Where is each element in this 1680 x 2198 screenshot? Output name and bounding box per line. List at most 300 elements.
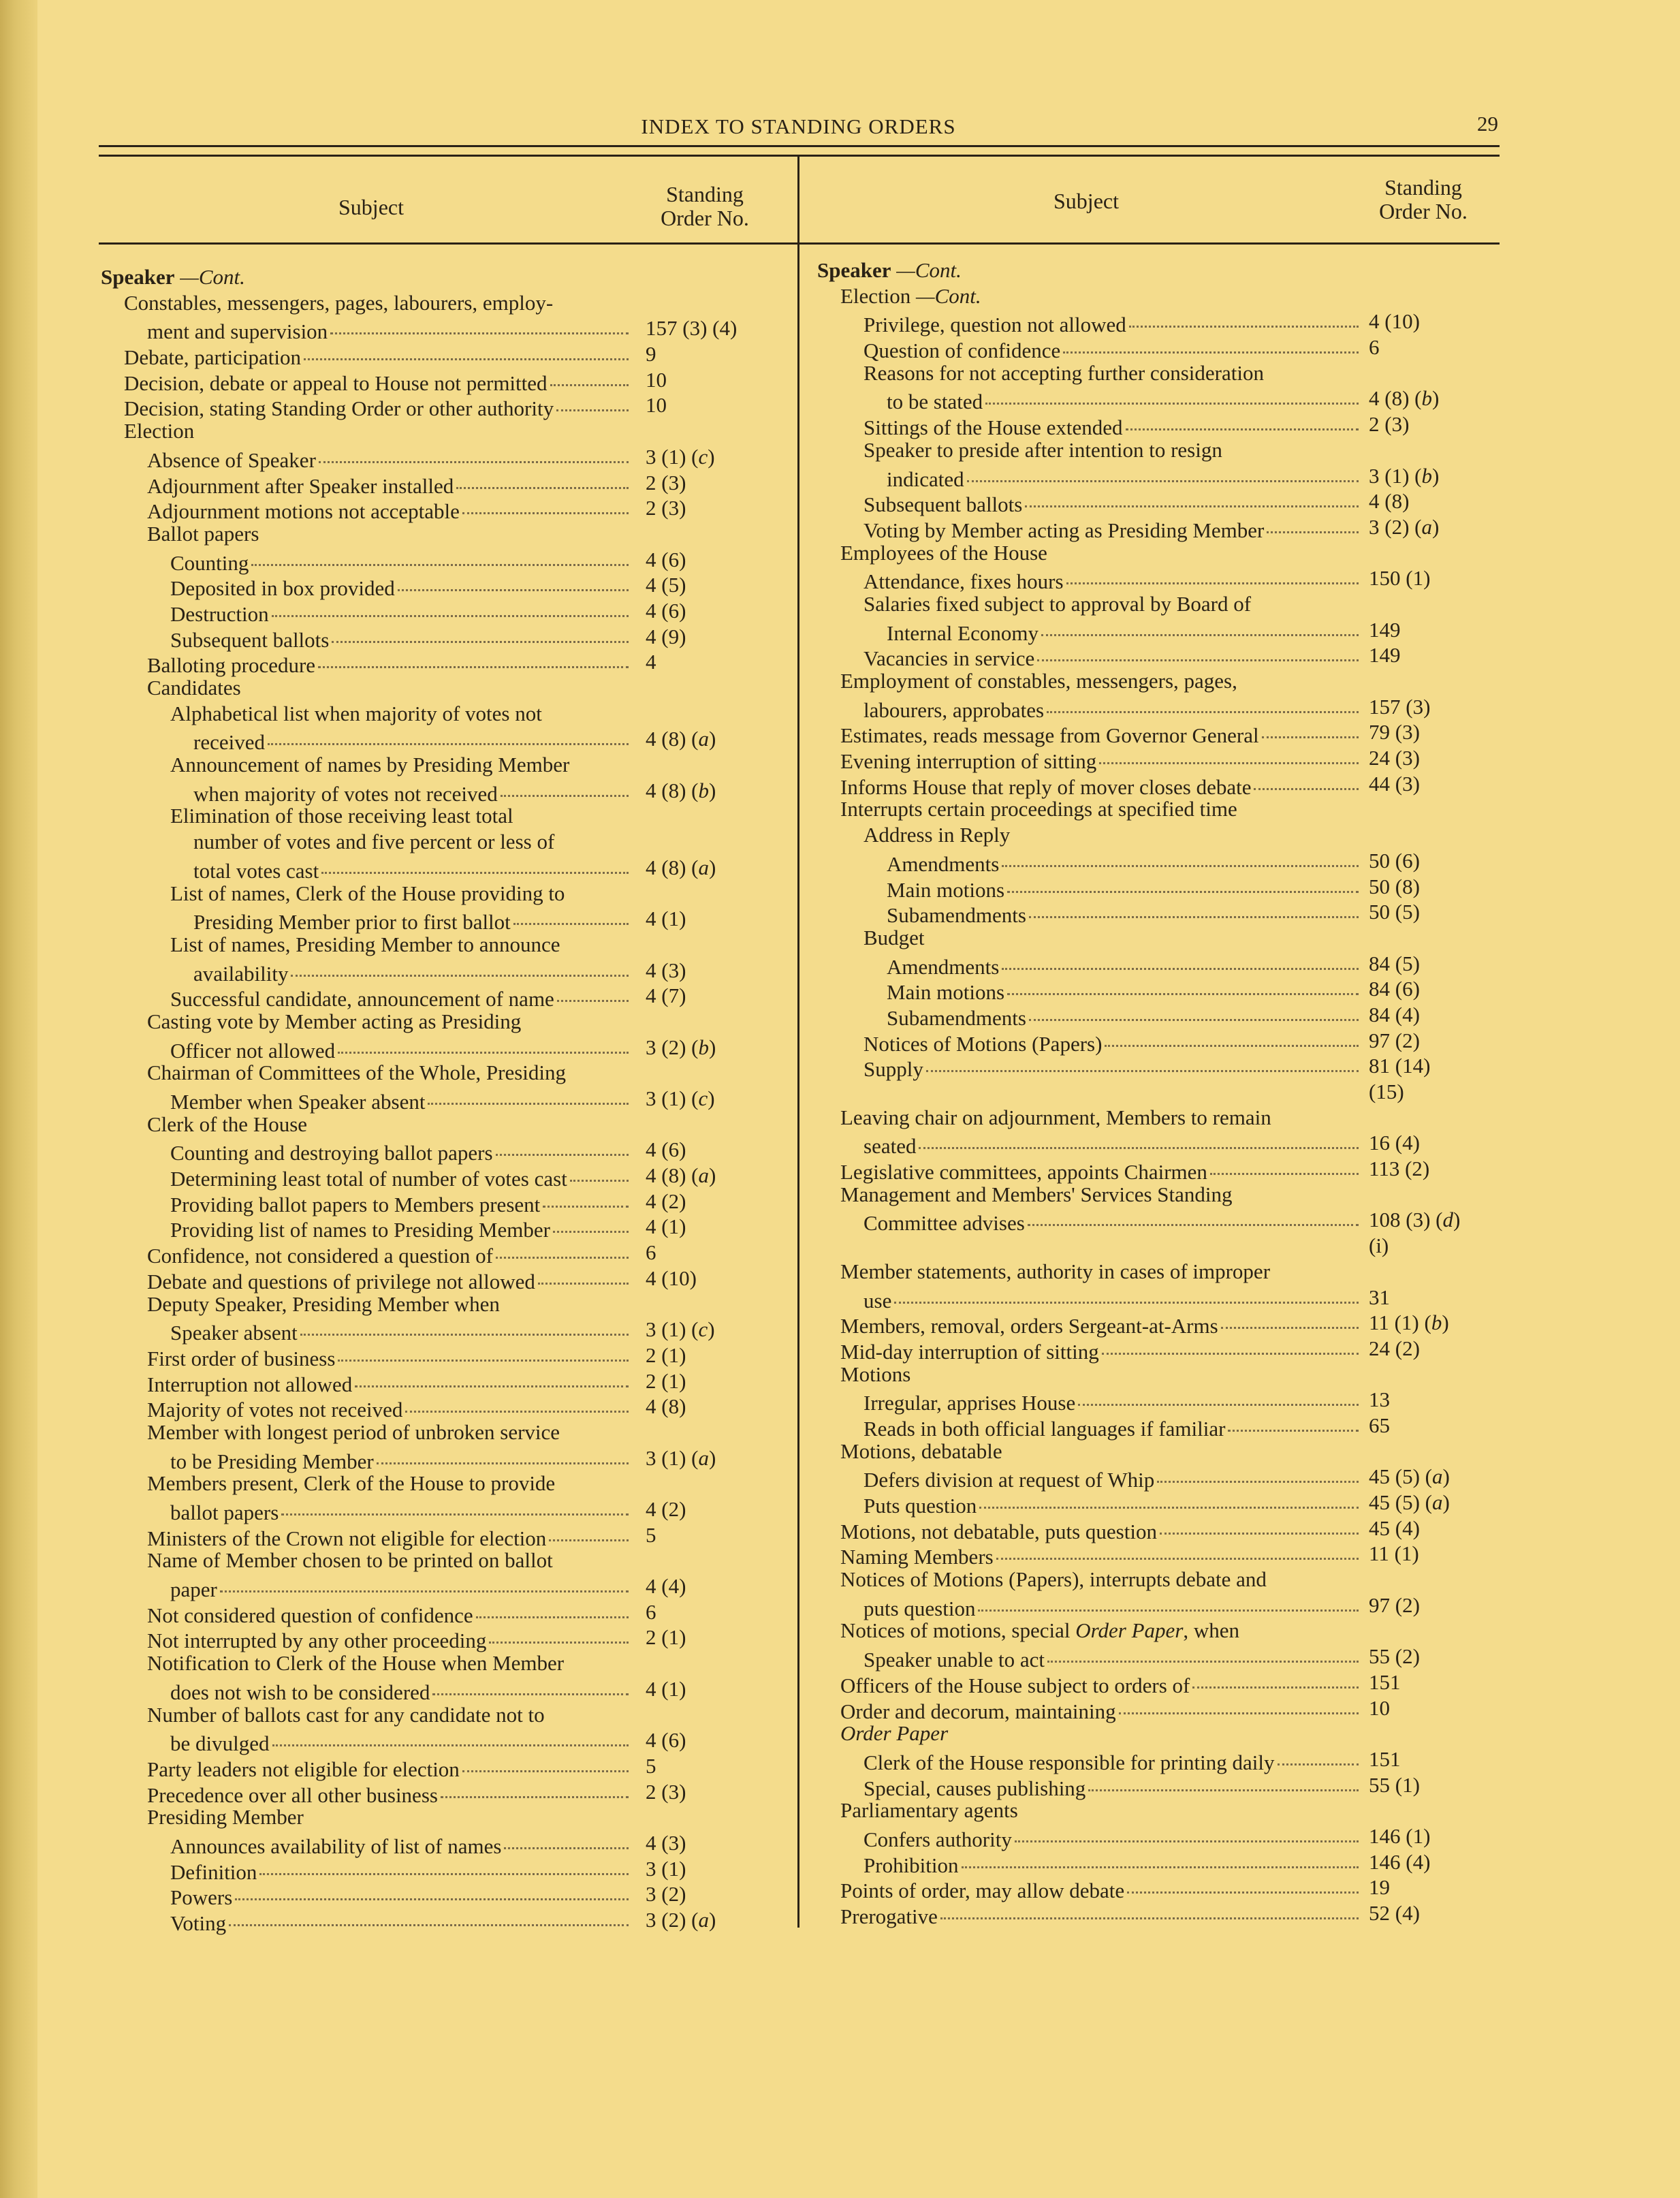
dot-leader bbox=[1025, 488, 1359, 507]
index-entry bbox=[817, 1900, 1498, 1926]
entry-subject-text: Debate and questions of privilege not allowed bbox=[147, 1269, 535, 1293]
index-entry bbox=[817, 1874, 1498, 1903]
dot-leader bbox=[1007, 874, 1359, 893]
entry-subject bbox=[840, 1516, 1359, 1545]
entry-subject-text: Voting bbox=[170, 1911, 227, 1935]
entry-subject bbox=[840, 796, 1359, 822]
entry-subject bbox=[840, 1439, 1359, 1464]
dot-leader bbox=[332, 624, 629, 643]
dot-leader bbox=[1029, 899, 1359, 918]
index-entry bbox=[101, 1035, 782, 1061]
standing-order-ref: 2 (1) bbox=[646, 1625, 686, 1650]
entry-subject-text: Voting by Member acting as Presiding Member bbox=[863, 518, 1265, 542]
standing-order-ref: 4 (8) bbox=[1369, 489, 1410, 514]
entry-subject bbox=[840, 1156, 1359, 1185]
entry-subject bbox=[863, 1592, 1359, 1622]
standing-order-ref: 4 (2) bbox=[646, 1497, 686, 1521]
entry-subject-text: Destruction bbox=[170, 601, 269, 626]
entry-subject bbox=[147, 1266, 629, 1295]
index-entry bbox=[101, 341, 782, 370]
entry-subject bbox=[170, 1881, 629, 1911]
dot-leader bbox=[1129, 309, 1359, 328]
entry-subject-text: First order of business bbox=[147, 1346, 336, 1370]
standing-order-ref: 97 (2) bbox=[1369, 1028, 1420, 1052]
standing-order-ref: 4 (8) (a) bbox=[646, 727, 716, 751]
index-entry bbox=[817, 1644, 1498, 1672]
index-entry bbox=[817, 1772, 1498, 1798]
index-entry bbox=[101, 315, 782, 344]
standing-order-ref: 16 (4) bbox=[1369, 1131, 1420, 1155]
entry-subject bbox=[840, 1541, 1359, 1570]
entry-subject bbox=[147, 1650, 629, 1676]
index-entry bbox=[101, 367, 782, 393]
dot-leader bbox=[300, 1317, 629, 1336]
index-entry bbox=[817, 1618, 1498, 1644]
index-entry bbox=[101, 1676, 782, 1702]
index-entry bbox=[101, 1496, 782, 1522]
index-entry bbox=[817, 642, 1498, 671]
entry-subject bbox=[147, 470, 629, 499]
left-subject-heading: Subject bbox=[338, 195, 404, 219]
dot-leader bbox=[1078, 1387, 1359, 1406]
index-entry bbox=[101, 624, 782, 650]
entry-subject-text: Internal Economy bbox=[887, 621, 1039, 645]
standing-order-ref: 150 (1) bbox=[1369, 566, 1431, 591]
index-entry bbox=[101, 1137, 782, 1163]
entry-subject bbox=[887, 874, 1359, 903]
index-entry bbox=[101, 1624, 782, 1653]
standing-order-ref: 4 (6) bbox=[646, 598, 686, 623]
entry-subject-text: Speaker to preside after intention to resign bbox=[863, 437, 1222, 462]
dot-leader bbox=[1007, 976, 1359, 995]
index-entry bbox=[817, 1669, 1498, 1695]
entry-subject-text: be divulged bbox=[170, 1731, 270, 1756]
standing-order-ref: 3 (2) (a) bbox=[1369, 514, 1440, 539]
index-entry bbox=[817, 951, 1498, 977]
entry-subject-text: seated bbox=[863, 1134, 917, 1159]
standing-order-ref: 3 (1) (c) bbox=[646, 444, 715, 469]
entry-subject bbox=[147, 1368, 629, 1398]
index-entry bbox=[101, 855, 782, 881]
entry-subject-text: indicated bbox=[887, 467, 964, 491]
entry-subject bbox=[863, 514, 1359, 544]
standing-order-ref: 84 (6) bbox=[1369, 977, 1420, 1001]
entry-subject-text: availability bbox=[193, 961, 289, 986]
standing-order-ref: 149 bbox=[1369, 643, 1401, 668]
index-entry bbox=[817, 1464, 1498, 1490]
index-entry bbox=[101, 1060, 782, 1086]
entry-subject bbox=[863, 1823, 1359, 1853]
entry-subject-text: Number of ballots cast for any candidate not to bbox=[147, 1702, 545, 1727]
index-entry bbox=[817, 874, 1498, 900]
entry-subject-text: Prohibition bbox=[863, 1853, 959, 1877]
entry-subject-text: Members, removal, orders Sergeant-at-Arms bbox=[840, 1314, 1218, 1338]
entry-subject bbox=[147, 1624, 629, 1654]
entry-subject-text: Casting vote by Member acting as Presiding bbox=[147, 1009, 522, 1033]
entry-subject bbox=[147, 1779, 629, 1808]
standing-order-ref: 4 (8) bbox=[646, 1394, 686, 1419]
dot-leader bbox=[405, 1394, 629, 1413]
standing-order-ref: 11 (1) bbox=[1369, 1541, 1419, 1566]
index-entry bbox=[101, 1522, 782, 1548]
entry-subject bbox=[147, 1599, 629, 1629]
index-entry bbox=[101, 1599, 782, 1625]
dot-leader bbox=[1210, 1156, 1359, 1175]
index-entry bbox=[817, 334, 1498, 363]
entry-subject-text: labourers, approbates bbox=[863, 697, 1045, 722]
dot-leader bbox=[318, 649, 629, 668]
standing-order-ref: 4 (8) (a) bbox=[646, 855, 716, 879]
entry-subject-text: Member statements, authority in cases of improper bbox=[840, 1259, 1271, 1283]
index-entry bbox=[101, 1086, 782, 1112]
entry-subject-text: Confidence, not considered a question of bbox=[147, 1244, 493, 1268]
entry-subject-text: Adjournment motions not acceptable bbox=[147, 499, 460, 524]
standing-order-ref: 113 (2) bbox=[1369, 1157, 1430, 1181]
index-entry bbox=[817, 1053, 1498, 1082]
entry-subject bbox=[124, 418, 629, 444]
entry-subject bbox=[817, 257, 1359, 283]
entry-subject bbox=[863, 309, 1359, 338]
entry-subject bbox=[840, 1669, 1359, 1699]
index-entry bbox=[101, 1753, 782, 1779]
index-entry bbox=[101, 1573, 782, 1602]
entry-subject-text: Legislative committees, appoints Chairmen bbox=[840, 1160, 1207, 1184]
entry-subject bbox=[863, 488, 1359, 518]
entry-subject bbox=[863, 694, 1359, 723]
standing-order-ref: 2 (1) bbox=[646, 1343, 686, 1367]
entry-subject bbox=[863, 1130, 1359, 1159]
entry-subject-text: Precedence over all other business bbox=[147, 1783, 438, 1807]
entry-subject bbox=[170, 803, 629, 829]
dot-leader bbox=[985, 386, 1359, 405]
dot-leader bbox=[291, 958, 629, 977]
entry-subject bbox=[170, 1317, 629, 1346]
entry-subject bbox=[863, 1464, 1359, 1493]
index-entry bbox=[817, 1797, 1498, 1823]
entry-subject-text: Informs House that reply of mover closes debate bbox=[840, 774, 1252, 799]
index-entry bbox=[101, 803, 782, 829]
entry-subject bbox=[863, 1207, 1359, 1236]
entry-subject-text: Order Paper bbox=[840, 1721, 949, 1746]
entry-subject-text: Officer not allowed bbox=[170, 1038, 336, 1063]
entry-subject-text: Speaker bbox=[817, 258, 891, 282]
standing-order-ref: 10 bbox=[1369, 1695, 1390, 1720]
standing-order-ref: 24 (3) bbox=[1369, 746, 1420, 770]
standing-order-ref: 4 (7) bbox=[646, 984, 686, 1008]
dot-leader bbox=[1047, 694, 1359, 713]
standing-order-ref: 6 bbox=[646, 1599, 656, 1624]
dot-leader bbox=[1119, 1695, 1359, 1714]
dot-leader bbox=[504, 1830, 629, 1849]
entry-subject-text: Estimates, reads message from Governor General bbox=[840, 723, 1259, 748]
standing-order-ref: 3 (1) bbox=[646, 1856, 686, 1881]
dot-leader bbox=[1066, 565, 1359, 584]
entry-subject-text: Question of confidence bbox=[863, 339, 1061, 363]
dot-leader bbox=[398, 572, 629, 591]
index-entry bbox=[101, 1240, 782, 1266]
entry-subject-text: puts question bbox=[863, 1596, 976, 1620]
entry-subject-text: Clerk of the House responsible for printing daily bbox=[863, 1750, 1275, 1774]
entry-subject bbox=[147, 1112, 629, 1137]
index-entry bbox=[101, 1368, 782, 1394]
dot-leader bbox=[1160, 1516, 1359, 1535]
entry-subject-text: Successful candidate, announcement of name bbox=[170, 987, 554, 1011]
index-entry bbox=[817, 1130, 1498, 1159]
dot-leader bbox=[1099, 745, 1359, 764]
standing-order-ref: 4 (6) bbox=[646, 547, 686, 571]
dot-leader bbox=[338, 1035, 629, 1054]
entry-subject bbox=[840, 1362, 1359, 1387]
entry-subject bbox=[863, 411, 1359, 441]
entry-subject bbox=[170, 983, 629, 1012]
index-entry bbox=[817, 1233, 1498, 1259]
standing-order-ref: (i) bbox=[1369, 1234, 1389, 1258]
entry-subject-text: Balloting procedure bbox=[147, 653, 316, 678]
entry-subject bbox=[840, 745, 1359, 774]
entry-subject-text: Points of order, may allow debate bbox=[840, 1879, 1125, 1903]
index-entry bbox=[101, 495, 782, 524]
entry-subject-text: Mid-day interruption of sitting bbox=[840, 1339, 1099, 1364]
index-entry bbox=[101, 418, 782, 444]
index-entry bbox=[101, 290, 782, 316]
entry-subject-text: Reasons for not accepting further consideration bbox=[863, 360, 1264, 385]
index-entry bbox=[817, 565, 1498, 594]
entry-subject bbox=[170, 1189, 629, 1218]
standing-order-ref: 10 bbox=[646, 367, 667, 392]
index-entry bbox=[101, 1856, 782, 1882]
entry-subject-text: Amendments bbox=[887, 954, 1000, 979]
dot-leader bbox=[926, 1053, 1359, 1072]
index-entry bbox=[101, 958, 782, 984]
entry-subject-text: Notices of Motions (Papers), interrupts debate and bbox=[840, 1567, 1267, 1592]
standing-order-ref: 55 (1) bbox=[1369, 1772, 1420, 1797]
entry-subject bbox=[147, 1548, 629, 1573]
entry-subject-text: Vacancies in service bbox=[863, 646, 1035, 671]
entry-subject-text: Election bbox=[840, 283, 911, 308]
entry-subject bbox=[863, 1772, 1359, 1802]
dot-leader bbox=[1029, 1002, 1359, 1021]
index-entry bbox=[101, 1317, 782, 1343]
right-subject-heading: Subject bbox=[1053, 189, 1119, 213]
index-entry bbox=[101, 881, 782, 907]
entry-subject bbox=[840, 1695, 1359, 1725]
index-entry bbox=[817, 1592, 1498, 1618]
entry-subject bbox=[863, 642, 1359, 672]
dot-leader bbox=[996, 1541, 1359, 1560]
standing-order-ref: 9 bbox=[646, 342, 656, 366]
index-entry bbox=[101, 1394, 782, 1422]
entry-subject bbox=[147, 1419, 629, 1445]
top-rule-1 bbox=[99, 145, 1500, 147]
entry-subject bbox=[170, 752, 629, 778]
standing-order-ref: 3 (1) (b) bbox=[1369, 463, 1440, 488]
dot-leader bbox=[281, 1496, 629, 1516]
index-entry bbox=[101, 1214, 782, 1240]
entry-subject-text: Sittings of the House extended bbox=[863, 415, 1123, 440]
entry-subject-text: Speaker absent bbox=[170, 1321, 298, 1345]
index-entry bbox=[101, 444, 782, 470]
dot-leader bbox=[1102, 1336, 1359, 1355]
index-entry bbox=[101, 1804, 782, 1830]
dot-leader bbox=[377, 1445, 629, 1464]
dot-leader bbox=[962, 1849, 1359, 1868]
entry-subject bbox=[101, 264, 629, 290]
standing-order-ref: 4 (1) bbox=[646, 1676, 686, 1701]
entry-subject-text: Salaries fixed subject to approval by Board of bbox=[863, 591, 1252, 616]
entry-subject-text: Deputy Speaker, Presiding Member when bbox=[147, 1291, 500, 1316]
dot-leader bbox=[550, 367, 629, 386]
entry-subject-text: Elimination of those receiving least total bbox=[170, 804, 513, 828]
entry-subject bbox=[147, 1240, 629, 1269]
entry-subject-text: Reads in both official languages if familiar bbox=[863, 1416, 1226, 1441]
index-entry bbox=[101, 470, 782, 496]
standing-order-ref: 5 bbox=[646, 1753, 656, 1778]
index-entry bbox=[101, 572, 782, 601]
standing-order-ref: 31 bbox=[1369, 1285, 1390, 1309]
index-entry bbox=[817, 1439, 1498, 1464]
entry-subject-text: Presiding Member prior to first ballot bbox=[193, 910, 511, 935]
entry-subject bbox=[147, 1394, 629, 1423]
index-entry bbox=[101, 726, 782, 755]
index-entry bbox=[101, 983, 782, 1009]
entry-subject-text: Adjournment after Speaker installed bbox=[147, 473, 454, 498]
standing-order-ref: 50 (8) bbox=[1369, 874, 1420, 898]
entry-subject-text: Not interrupted by any other proceeding bbox=[147, 1629, 487, 1653]
entry-subject bbox=[863, 437, 1359, 463]
index-entry bbox=[817, 1541, 1498, 1567]
index-entry bbox=[101, 1343, 782, 1368]
standing-order-ref: 4 (10) bbox=[1369, 309, 1420, 334]
index-entry bbox=[817, 1182, 1498, 1208]
dot-leader bbox=[272, 598, 629, 617]
entry-subject-text: Interrupts certain proceedings at specified time bbox=[840, 797, 1237, 821]
entry-subject bbox=[170, 1856, 629, 1885]
standing-order-ref: 3 (1) (a) bbox=[646, 1445, 716, 1470]
dot-leader bbox=[1002, 951, 1359, 970]
entry-subject-text: Motions bbox=[840, 1362, 911, 1386]
entry-subject bbox=[193, 829, 629, 855]
entry-subject bbox=[840, 1259, 1359, 1285]
standing-order-ref: 65 bbox=[1369, 1413, 1390, 1437]
entry-subject bbox=[147, 649, 629, 678]
entry-subject-text: Presiding Member bbox=[147, 1805, 304, 1830]
entry-subject bbox=[887, 463, 1359, 492]
standing-order-ref: 11 (1) (b) bbox=[1369, 1310, 1449, 1335]
standing-order-ref: 6 bbox=[646, 1240, 656, 1265]
entry-subject-text: Candidates bbox=[147, 676, 241, 700]
standing-order-ref: 4 bbox=[646, 650, 656, 674]
entry-subject bbox=[147, 495, 629, 524]
column-divider bbox=[797, 157, 799, 1928]
standing-order-ref: 84 (5) bbox=[1369, 951, 1420, 975]
entry-subject-text: Chairman of Committees of the Whole, Presiding bbox=[147, 1061, 567, 1085]
index-entry bbox=[817, 745, 1498, 774]
entry-subject bbox=[170, 881, 629, 907]
dot-leader bbox=[940, 1900, 1359, 1919]
index-entry bbox=[817, 1285, 1498, 1313]
entry-subject bbox=[863, 334, 1359, 364]
right-order-no-heading: Standing Order No. bbox=[1379, 175, 1468, 223]
index-entry bbox=[817, 668, 1498, 694]
standing-order-ref: (15) bbox=[1369, 1080, 1404, 1103]
dot-leader bbox=[462, 1753, 629, 1772]
index-entry bbox=[817, 925, 1498, 951]
index-entry bbox=[817, 1413, 1498, 1439]
entry-subject-text: Clerk of the House bbox=[147, 1112, 308, 1136]
standing-order-ref: 2 (3) bbox=[646, 1779, 686, 1804]
continued-label: —Cont. bbox=[174, 265, 245, 289]
entry-subject bbox=[193, 726, 629, 755]
dot-leader bbox=[1228, 1413, 1359, 1432]
entry-subject bbox=[147, 1343, 629, 1372]
dot-leader bbox=[979, 1490, 1359, 1509]
standing-order-ref: 5 bbox=[646, 1522, 656, 1547]
standing-order-ref: 4 (1) bbox=[646, 907, 686, 931]
index-entry bbox=[817, 1310, 1498, 1336]
entry-subject bbox=[147, 1804, 629, 1830]
standing-order-ref: 4 (3) bbox=[646, 1830, 686, 1855]
index-entry bbox=[101, 829, 782, 855]
standing-order-ref: 157 (3) bbox=[1369, 694, 1431, 719]
index-entry bbox=[817, 1156, 1498, 1182]
index-entry bbox=[817, 694, 1498, 720]
dot-leader bbox=[235, 1881, 629, 1900]
index-entry bbox=[817, 617, 1498, 643]
index-entry bbox=[817, 848, 1498, 874]
entry-subject bbox=[863, 925, 1359, 951]
dot-leader bbox=[1267, 514, 1359, 533]
dot-leader bbox=[1127, 1874, 1359, 1894]
entry-subject-text: Announcement of names by Presiding Member bbox=[170, 753, 570, 777]
entry-subject bbox=[887, 617, 1359, 646]
index-entry bbox=[817, 1695, 1498, 1721]
entry-subject-text: Motions, debatable bbox=[840, 1439, 1002, 1463]
dot-leader bbox=[476, 1599, 629, 1618]
entry-subject bbox=[887, 976, 1359, 1005]
index-entry bbox=[101, 1009, 782, 1035]
standing-order-ref: 4 (8) (a) bbox=[646, 1163, 716, 1188]
index-entry bbox=[817, 1746, 1498, 1772]
standing-order-ref: 50 (5) bbox=[1369, 900, 1420, 924]
entry-subject-text: Defers division at request of Whip bbox=[863, 1468, 1155, 1492]
entry-subject-text: Decision, stating Standing Order or other authority bbox=[124, 396, 554, 421]
entry-subject-text: Counting bbox=[170, 550, 249, 575]
index-entry bbox=[817, 411, 1498, 440]
entry-subject bbox=[863, 822, 1359, 848]
entry-subject-text: Supply bbox=[863, 1057, 923, 1082]
entry-subject bbox=[170, 932, 629, 958]
standing-order-ref: 3 (2) (b) bbox=[646, 1035, 716, 1059]
dot-leader bbox=[1047, 1644, 1359, 1663]
entry-subject-text: Officers of the House subject to orders of bbox=[840, 1673, 1190, 1697]
page-header bbox=[99, 114, 1498, 142]
entry-subject-text: Announces availability of list of names bbox=[170, 1834, 502, 1858]
standing-order-ref: 151 bbox=[1369, 1669, 1401, 1694]
dot-leader bbox=[513, 906, 629, 925]
dot-leader bbox=[1015, 1823, 1359, 1842]
entry-subject-text: Evening interruption of sitting bbox=[840, 749, 1097, 774]
entry-subject bbox=[170, 1035, 629, 1064]
standing-order-ref: 2 (3) bbox=[646, 470, 686, 494]
entry-subject bbox=[147, 675, 629, 701]
entry-subject bbox=[170, 1445, 629, 1475]
dot-leader bbox=[1254, 771, 1359, 790]
entry-subject-text: Irregular, apprises House bbox=[863, 1391, 1076, 1415]
standing-order-ref: 45 (5) (a) bbox=[1369, 1464, 1450, 1489]
entry-subject-text: Committee advises bbox=[863, 1211, 1025, 1236]
dot-leader bbox=[1157, 1464, 1359, 1483]
entry-subject-text: number of votes and five percent or less of bbox=[193, 830, 555, 854]
